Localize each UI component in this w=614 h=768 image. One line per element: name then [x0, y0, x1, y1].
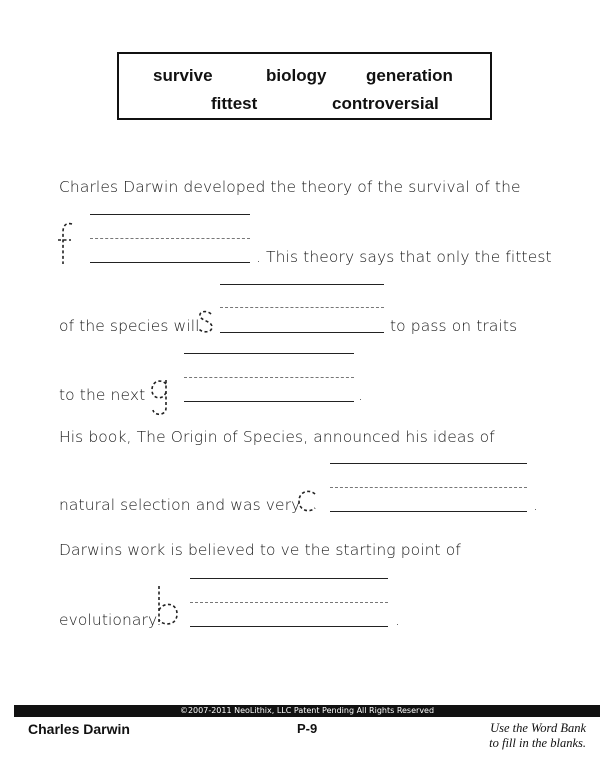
passage-line-8-start: evolutionary [59, 611, 158, 629]
word-bank-word-survive: survive [153, 66, 213, 85]
passage-line-1: Charles Darwin developed the theory of the survival of the [59, 178, 521, 196]
passage-line-6-end: . [533, 496, 539, 514]
trace-letter-g-icon [148, 378, 174, 418]
blank-5-mid-line [190, 602, 388, 603]
passage-line-3-end: to pass on traits [390, 317, 518, 335]
blank-5-top-line [190, 578, 388, 579]
blank-2-top-line [220, 284, 384, 285]
trace-letter-f-icon [56, 220, 78, 266]
instruction-line-1: Use the Word Bank [490, 721, 586, 735]
trace-letter-b-icon [154, 584, 182, 628]
passage-line-2: . This theory says that only the fittest [256, 248, 552, 266]
word-bank-word-fittest: fittest [211, 94, 258, 113]
page-number: P-9 [297, 721, 318, 736]
blank-2-input[interactable] [220, 332, 384, 333]
blank-1-top-line [90, 214, 250, 215]
blank-2-mid-line [220, 307, 384, 308]
word-bank-word-controversial: controversial [332, 94, 439, 113]
blank-4-input[interactable] [330, 511, 527, 512]
passage-line-4-end: . [358, 386, 364, 404]
blank-3-top-line [184, 353, 354, 354]
passage-line-5: His book, The Origin of Species, announced his ideas of [59, 428, 495, 446]
word-bank-word-generation: generation [366, 66, 453, 85]
blank-3-mid-line [184, 377, 354, 378]
footer-bar [14, 705, 600, 717]
blank-1-input[interactable] [90, 262, 250, 263]
passage-line-3-start: of the species will [59, 317, 200, 335]
blank-4-mid-line [330, 487, 527, 488]
blank-3-input[interactable] [184, 401, 354, 402]
passage-line-4-start: to the next [59, 386, 146, 404]
instruction-text [489, 721, 586, 751]
word-bank-word-biology: biology [266, 66, 327, 85]
passage-line-6-start: natural selection and was very [59, 496, 301, 514]
worksheet-title: Charles Darwin [28, 721, 130, 737]
trace-letter-c-icon [296, 489, 320, 513]
passage-line-8-end: . [395, 611, 401, 629]
instruction-line-2: to fill in the blanks. [489, 736, 586, 750]
trace-letter-s-icon [196, 310, 216, 334]
copyright-text: ©2007-2011 NeoLithix, LLC Patent Pending All Rights Reserved [179, 706, 435, 715]
blank-5-input[interactable] [190, 626, 388, 627]
blank-4-top-line [330, 463, 527, 464]
passage-line-7: Darwins work is believed to ve the starting point of [59, 541, 461, 559]
blank-1-mid-line [90, 238, 250, 239]
